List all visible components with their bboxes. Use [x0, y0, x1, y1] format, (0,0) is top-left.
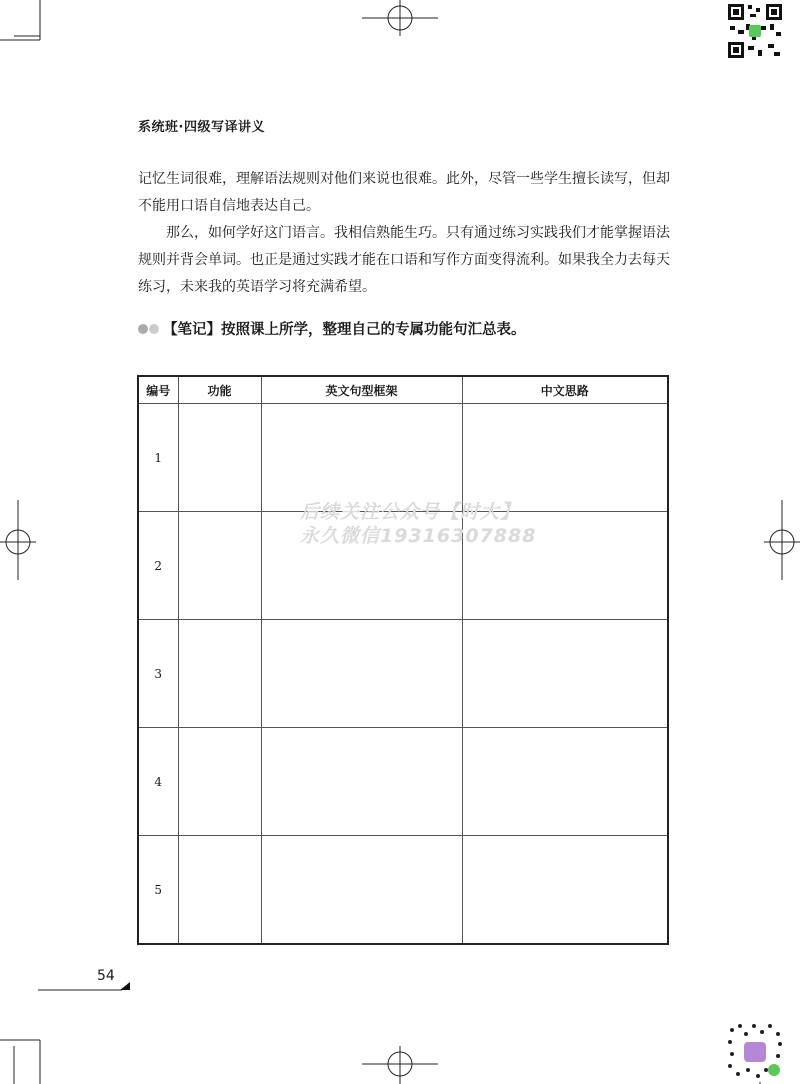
table-row [138, 620, 668, 728]
paragraph-1: 记忆生词很难，理解语法规则对他们来说也很难。此外，尽管一些学生擅长读写，但却不能用口语自信地表达自己。 [138, 171, 670, 214]
page-number: 54 [97, 968, 115, 984]
english-pattern-cell[interactable] [261, 404, 462, 512]
section-heading [138, 318, 526, 339]
chinese-idea-cell[interactable] [462, 728, 668, 836]
table-row [138, 728, 668, 836]
bullet-dot-icon [149, 324, 159, 334]
table-header-row [138, 376, 668, 404]
function-cell[interactable] [178, 404, 261, 512]
row-number: 2 [138, 512, 178, 620]
section-heading-text: 【笔记】按照课上所学，整理自己的专属功能句汇总表。 [163, 322, 526, 338]
table-row [138, 404, 668, 512]
running-header: 系统班·四级写译讲义 [138, 120, 265, 135]
function-cell[interactable] [178, 620, 261, 728]
row-number: 1 [138, 404, 178, 512]
column-header-number: 编号 [138, 376, 178, 404]
column-header-function: 功能 [178, 376, 261, 404]
watermark-line-2: 永久微信19316307888 [300, 525, 537, 547]
sentence-summary-table [137, 375, 669, 945]
table-row [138, 836, 668, 945]
row-number: 4 [138, 728, 178, 836]
english-pattern-cell[interactable] [261, 728, 462, 836]
watermark [300, 500, 536, 548]
chinese-idea-cell[interactable] [462, 620, 668, 728]
row-number: 5 [138, 836, 178, 945]
watermark-line-1: 后续关注公众号【时大】 [300, 501, 521, 523]
row-number: 3 [138, 620, 178, 728]
qr-code-bottom-icon [724, 1020, 786, 1082]
chinese-idea-cell[interactable] [462, 836, 668, 945]
column-header-english-pattern: 英文句型框架 [261, 376, 462, 404]
function-cell[interactable] [178, 836, 261, 945]
function-cell[interactable] [178, 512, 261, 620]
english-pattern-cell[interactable] [261, 836, 462, 945]
function-cell[interactable] [178, 728, 261, 836]
qr-code-top-icon [726, 2, 784, 60]
paragraph-2: 那么，如何学好这门语言。我相信熟能生巧。只有通过练习实践我们才能掌握语法规则并背会单词。也正是通过实践才能在口语和写作方面变得流利。如果我全力去每天练习，未来我的英语学习将充满希望。 [138, 225, 670, 295]
column-header-chinese-idea: 中文思路 [462, 376, 668, 404]
bullet-dot-icon [138, 324, 148, 334]
chinese-idea-cell[interactable] [462, 404, 668, 512]
english-pattern-cell[interactable] [261, 620, 462, 728]
